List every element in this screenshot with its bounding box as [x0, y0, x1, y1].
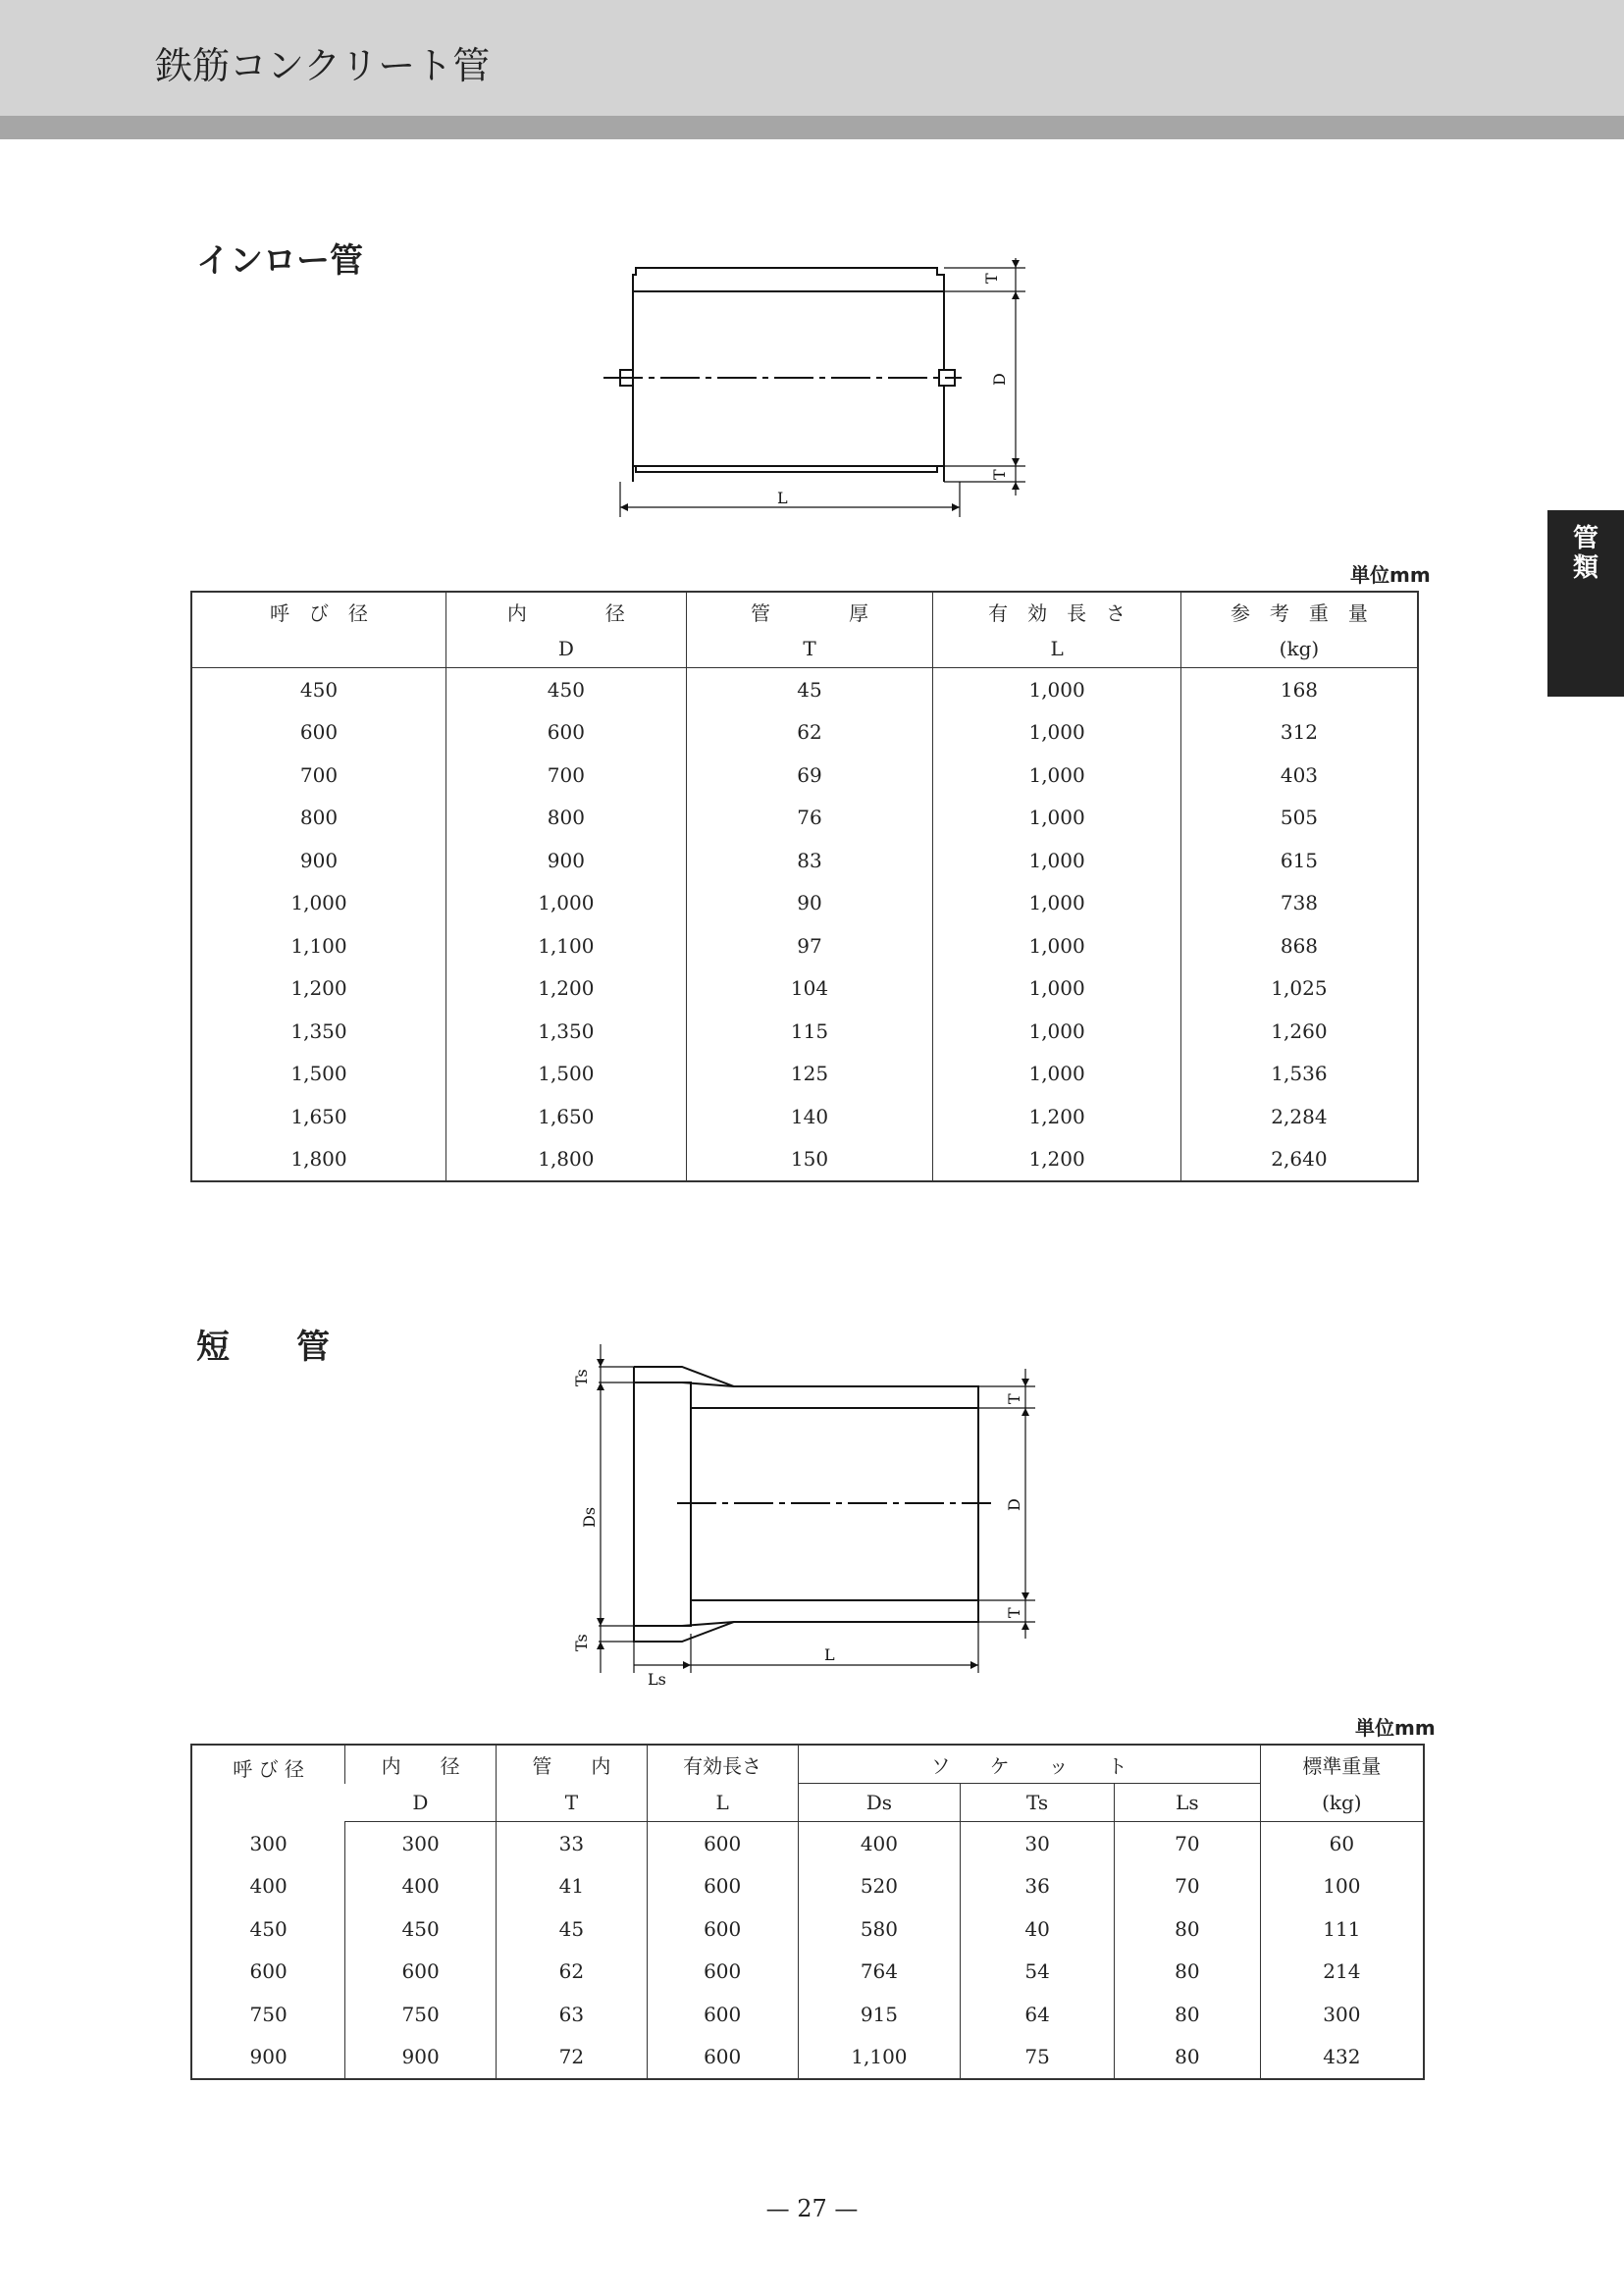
table-cell: 615 — [1180, 839, 1418, 882]
col-subheader: Ts — [961, 1784, 1115, 1822]
table-cell: 1,000 — [933, 797, 1181, 840]
table-cell: 1,500 — [446, 1053, 687, 1096]
table-cell: 90 — [686, 882, 933, 925]
table-cell: 900 — [446, 839, 687, 882]
table-cell: 1,350 — [446, 1010, 687, 1053]
table-cell: 80 — [1114, 2036, 1260, 2080]
table-row — [191, 882, 1418, 925]
table-cell: 45 — [686, 668, 933, 711]
table-cell: 1,100 — [798, 2036, 961, 2080]
dim-label-t-bottom: T — [990, 469, 1009, 480]
table-cell: 1,000 — [933, 1010, 1181, 1053]
table-cell: 2,284 — [1180, 1095, 1418, 1138]
dim-label-ts-top: Ts — [572, 1369, 591, 1386]
table-cell: 30 — [961, 1822, 1115, 1865]
table-cell: 600 — [647, 2036, 798, 2080]
table-cell: 300 — [1260, 1993, 1424, 2036]
table-row — [191, 711, 1418, 755]
table-cell: 54 — [961, 1951, 1115, 1994]
table-cell: 600 — [299, 720, 339, 745]
table-cell: 214 — [1260, 1951, 1424, 1994]
table-cell: 520 — [798, 1865, 961, 1908]
table-cell: 505 — [1180, 797, 1418, 840]
col-header-weight: 標準重量 — [1260, 1745, 1424, 1784]
table-row — [191, 797, 1418, 840]
table-cell: 115 — [686, 1010, 933, 1053]
table-cell: 403 — [1180, 754, 1418, 797]
short-pipe-diagram — [554, 1339, 1055, 1697]
table-cell: 80 — [1114, 1951, 1260, 1994]
table-cell: 168 — [1180, 668, 1418, 711]
page-title: 鉄筋コンクリート管 — [155, 44, 491, 87]
table-cell: 868 — [1180, 924, 1418, 967]
col-subheader: (kg) — [1180, 630, 1418, 668]
table-cell: 1,000 — [933, 882, 1181, 925]
table-cell: 80 — [1114, 1907, 1260, 1951]
table-cell: 450 — [249, 1916, 288, 1941]
table-cell: 62 — [686, 711, 933, 755]
table-cell: 75 — [961, 2036, 1115, 2080]
table-cell: 1,025 — [1180, 967, 1418, 1011]
table-cell: 700 — [299, 762, 339, 787]
table-cell: 45 — [497, 1907, 648, 1951]
table-row — [191, 1865, 1424, 1908]
table-cell: 80 — [1114, 1993, 1260, 2036]
table-row — [191, 1993, 1424, 2036]
table-cell: 72 — [497, 2036, 648, 2080]
table-cell: 1,200 — [290, 976, 347, 1001]
table-cell: 1,200 — [933, 1138, 1181, 1182]
table-cell: 150 — [686, 1138, 933, 1182]
dim-label-t-top: T — [982, 273, 1001, 284]
table-row — [191, 2036, 1424, 2080]
table-cell: 1,536 — [1180, 1053, 1418, 1096]
col-subheader: T — [686, 630, 933, 668]
dim-label-l: L — [777, 489, 788, 507]
table-cell: 40 — [961, 1907, 1115, 1951]
table-cell: 1,000 — [290, 891, 347, 915]
col-subheader: D — [446, 630, 687, 668]
table-row — [191, 1822, 1424, 1865]
table-cell: 600 — [446, 711, 687, 755]
category-tab-line1: 管 — [1572, 524, 1598, 553]
col-header-thickness: 管 内 — [497, 1745, 648, 1784]
dim-label-d: D — [1005, 1498, 1023, 1511]
table-cell: 750 — [249, 2002, 288, 2026]
table-cell: 400 — [249, 1874, 288, 1899]
section1-title: インロー管 — [196, 241, 363, 281]
table-cell: 1,260 — [1180, 1010, 1418, 1053]
table-cell: 41 — [497, 1865, 648, 1908]
table-row — [191, 1053, 1418, 1096]
table-cell: 1,800 — [290, 1147, 347, 1172]
table-cell: 140 — [686, 1095, 933, 1138]
col-header-thickness: 管 厚 — [686, 592, 933, 630]
dim-label-t-top: T — [1005, 1393, 1023, 1404]
table-cell: 580 — [798, 1907, 961, 1951]
table-cell: 915 — [798, 1993, 961, 2036]
table-cell: 600 — [647, 1822, 798, 1865]
table-row — [191, 1138, 1418, 1182]
table-cell: 1,000 — [933, 967, 1181, 1011]
col-subheader: D — [345, 1784, 497, 1822]
table-cell: 70 — [1114, 1865, 1260, 1908]
dim-label-l: L — [824, 1645, 835, 1664]
dim-label-ts-bottom: Ts — [572, 1634, 591, 1651]
table-cell: 800 — [299, 806, 339, 830]
table-cell: 62 — [497, 1951, 648, 1994]
col-subheader: L — [933, 630, 1181, 668]
table-cell: 450 — [446, 668, 687, 711]
table-row — [191, 668, 1418, 711]
table-row — [191, 967, 1418, 1011]
table-row — [191, 1010, 1418, 1053]
col-header-inner-dia: 内 径 — [345, 1745, 497, 1784]
table-cell: 1,650 — [446, 1095, 687, 1138]
page-number: — 27 — — [765, 2195, 859, 2222]
table-row — [191, 924, 1418, 967]
table-cell: 400 — [345, 1865, 497, 1908]
table-cell: 600 — [647, 1993, 798, 2036]
col-header-length: 有効長さ — [647, 1745, 798, 1784]
col-header-nominal: 呼 び 径 — [270, 600, 369, 625]
table-cell: 64 — [961, 1993, 1115, 2036]
table-cell: 300 — [249, 1831, 288, 1855]
table-cell: 76 — [686, 797, 933, 840]
table-cell: 1,650 — [290, 1104, 347, 1128]
table-cell: 1,100 — [446, 924, 687, 967]
col-subheader: Ls — [1114, 1784, 1260, 1822]
section2-unit: 単位mm — [1355, 1716, 1436, 1740]
category-tab-line2: 類 — [1572, 553, 1598, 583]
table-cell: 600 — [647, 1951, 798, 1994]
table-cell: 700 — [446, 754, 687, 797]
table-cell: 60 — [1260, 1822, 1424, 1865]
table-cell: 104 — [686, 967, 933, 1011]
table-cell: 1,000 — [933, 668, 1181, 711]
table-cell: 33 — [497, 1822, 648, 1865]
dim-label-ls: Ls — [648, 1670, 666, 1689]
table-cell: 600 — [647, 1865, 798, 1908]
dim-label-ds: Ds — [580, 1506, 599, 1528]
table-cell: 1,100 — [290, 933, 347, 958]
header-rule — [0, 116, 1624, 139]
table-cell: 764 — [798, 1951, 961, 1994]
col-header-socket: ソ ケ ッ ト — [798, 1745, 1260, 1784]
table-cell: 69 — [686, 754, 933, 797]
table-cell: 1,000 — [446, 882, 687, 925]
table-cell: 900 — [345, 2036, 497, 2080]
table-cell: 738 — [1180, 882, 1418, 925]
table-cell: 450 — [299, 677, 339, 702]
short-pipe-table — [190, 1744, 1425, 2080]
table-cell: 1,800 — [446, 1138, 687, 1182]
table-cell: 97 — [686, 924, 933, 967]
table-cell: 600 — [647, 1907, 798, 1951]
table-cell: 36 — [961, 1865, 1115, 1908]
table-cell: 400 — [798, 1822, 961, 1865]
spigot-pipe-table — [190, 591, 1419, 1182]
category-tab — [1547, 510, 1624, 697]
table-cell: 1,200 — [933, 1095, 1181, 1138]
dim-label-t-bottom: T — [1005, 1607, 1023, 1618]
table-cell: 432 — [1260, 2036, 1424, 2080]
table-cell: 1,000 — [933, 1053, 1181, 1096]
table-cell: 1,000 — [933, 754, 1181, 797]
table-cell: 800 — [446, 797, 687, 840]
col-subheader: Ds — [798, 1784, 961, 1822]
col-subheader: L — [647, 1784, 798, 1822]
table-cell: 125 — [686, 1053, 933, 1096]
section1-unit: 単位mm — [1350, 563, 1431, 587]
table-cell: 83 — [686, 839, 933, 882]
table-cell: 450 — [345, 1907, 497, 1951]
col-subheader: (kg) — [1260, 1784, 1424, 1822]
table-cell: 100 — [1260, 1865, 1424, 1908]
table-cell: 600 — [249, 1959, 288, 1984]
table-cell: 1,200 — [446, 967, 687, 1011]
table-cell: 1,500 — [290, 1062, 347, 1086]
table-cell: 1,350 — [290, 1018, 347, 1043]
table-cell: 312 — [1180, 711, 1418, 755]
table-row — [191, 1951, 1424, 1994]
table-cell: 2,640 — [1180, 1138, 1418, 1182]
table-cell: 300 — [345, 1822, 497, 1865]
table-cell: 900 — [249, 2045, 288, 2069]
section2-title: 短 管 — [196, 1328, 330, 1367]
col-header-length: 有 効 長 さ — [933, 592, 1181, 630]
dim-label-d: D — [990, 373, 1009, 386]
col-header-weight: 参 考 重 量 — [1180, 592, 1418, 630]
table-cell: 63 — [497, 1993, 648, 2036]
col-subheader: T — [497, 1784, 648, 1822]
table-cell: 750 — [345, 1993, 497, 2036]
table-cell: 1,000 — [933, 711, 1181, 755]
spigot-pipe-diagram — [589, 250, 1040, 535]
col-header-inner-dia: 内 径 — [446, 592, 687, 630]
table-row — [191, 839, 1418, 882]
table-cell: 900 — [299, 848, 339, 872]
table-cell: 1,000 — [933, 924, 1181, 967]
table-row — [191, 754, 1418, 797]
col-subheader — [191, 630, 446, 668]
table-cell: 70 — [1114, 1822, 1260, 1865]
table-row — [191, 1907, 1424, 1951]
table-cell: 600 — [345, 1951, 497, 1994]
table-cell: 1,000 — [933, 839, 1181, 882]
table-cell: 111 — [1260, 1907, 1424, 1951]
col-header-nominal: 呼 び 径 — [233, 1757, 304, 1781]
table-row — [191, 1095, 1418, 1138]
